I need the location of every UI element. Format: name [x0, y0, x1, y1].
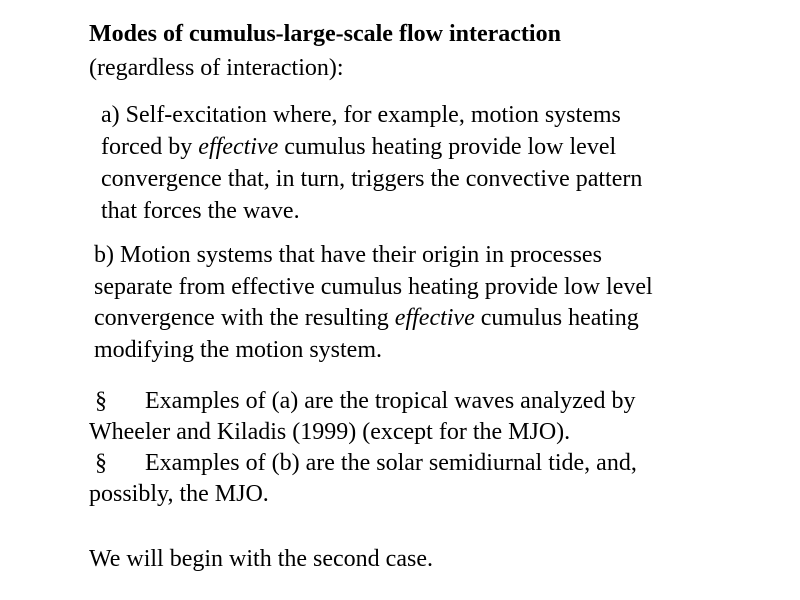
paragraph-b-line-1: b) Motion systems that have their origin in processes — [94, 242, 602, 268]
paragraph-b — [94, 240, 653, 366]
section-sign-bullet-icon: § — [95, 450, 107, 476]
bullet-item-2-text: Examples of (b) are the solar semidiurnal tide, and, — [145, 450, 637, 476]
bullet-item-1-line-1 — [89, 386, 637, 417]
paragraph-b-line-3-end: cumulus heating — [474, 305, 639, 331]
section-sign-bullet-icon: § — [95, 388, 107, 414]
closing-statement: We will begin with the second case. — [89, 546, 433, 572]
paragraph-a — [101, 99, 642, 227]
emphasis-effective: effective — [394, 305, 475, 331]
paragraph-b-line-3 — [94, 303, 653, 335]
paragraph-b-line-3-start: convergence with the resulting — [94, 305, 395, 331]
paragraph-b-line-4: modifying the motion system. — [94, 336, 382, 363]
bullet-list — [89, 386, 637, 510]
bullet-item-1-line-2: Wheeler and Kiladis (1999) (except for the MJO). — [89, 419, 571, 445]
bullet-item-1-text: Examples of (a) are the tropical waves analyzed by — [145, 388, 636, 414]
paragraph-b-line-2: separate from effective cumulus heating provide low level — [94, 273, 653, 300]
paragraph-a-line-1: a) Self-excitation where, for example, motion systems — [101, 102, 621, 128]
paragraph-a-line-2-end: cumulus heating provide low level — [278, 134, 617, 160]
paragraph-a-line-4: that forces the wave. — [101, 198, 300, 224]
paragraph-a-line-2 — [101, 131, 642, 163]
emphasis-effective: effective — [198, 134, 279, 160]
bullet-item-2-line-1 — [89, 448, 637, 479]
paragraph-a-line-3: convergence that, in turn, triggers the convective pattern — [101, 166, 643, 192]
slide-subtitle: (regardless of interaction): — [89, 55, 344, 81]
slide-title: Modes of cumulus-large-scale flow interaction — [89, 21, 561, 47]
paragraph-a-line-2-start: forced by — [101, 134, 199, 160]
bullet-item-2-line-2: possibly, the MJO. — [89, 481, 269, 507]
